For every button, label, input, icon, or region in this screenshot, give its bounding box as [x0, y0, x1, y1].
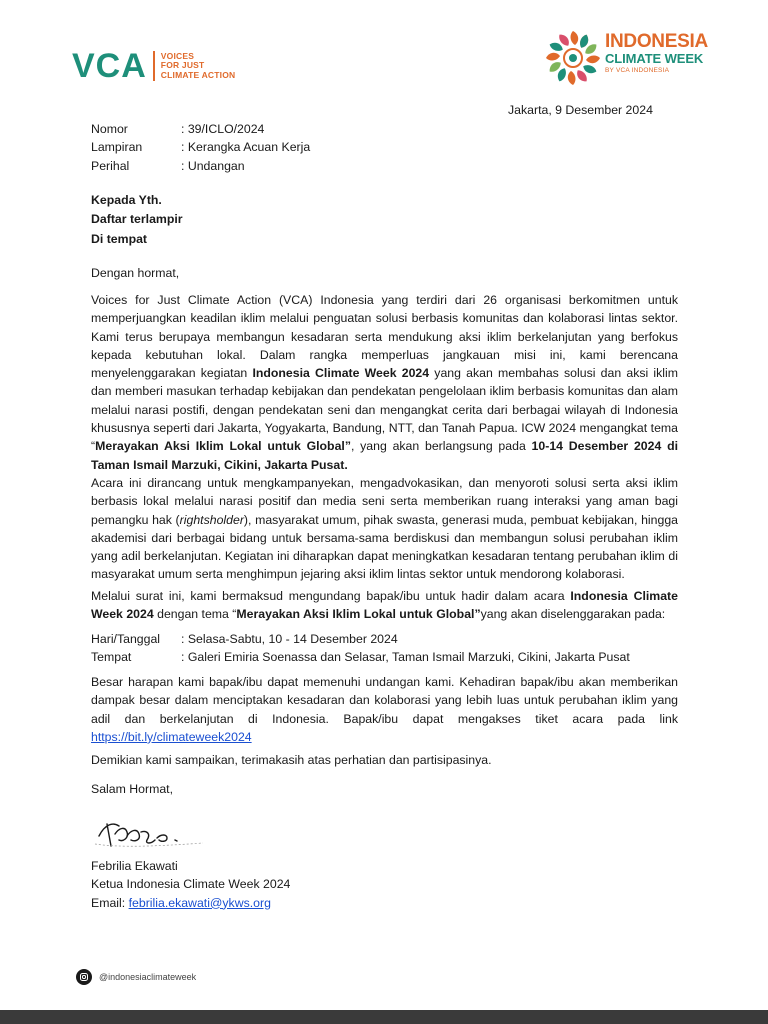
- p3-text: yang akan diselenggarakan pada:: [480, 607, 666, 622]
- icw-logo-text: [605, 32, 708, 76]
- paragraph-invitation: [91, 587, 678, 624]
- paragraph-closing: Demikian kami sampaikan, terimakasih atas perhatian dan partisipasinya.: [91, 753, 492, 767]
- signer-email-label: Email:: [91, 895, 129, 910]
- addressee: [91, 191, 183, 249]
- greeting: Dengan hormat,: [91, 266, 180, 280]
- event-row: [91, 630, 630, 648]
- signer-email-link[interactable]: febrilia.ekawati@ykws.org: [128, 895, 271, 910]
- meta-value: : Undangan: [181, 158, 245, 173]
- vca-logo: [72, 48, 235, 84]
- icw-logo-line1: INDONESIA: [605, 31, 708, 52]
- icw-logo-line2: CLIMATE WEEK: [605, 51, 704, 66]
- vca-tagline-line: VOICES: [160, 50, 195, 61]
- signer-email-row: [91, 894, 290, 912]
- event-value: : Selasa-Sabtu, 10 - 14 Desember 2024: [181, 632, 398, 646]
- letter-meta: [91, 120, 310, 175]
- paragraph-purpose: [91, 474, 678, 584]
- event-row: [91, 648, 630, 666]
- vca-tagline-line: FOR JUST: [160, 60, 205, 71]
- instagram-icon-lens: [82, 975, 85, 978]
- meta-value: : 39/ICLO/2024: [181, 122, 265, 136]
- event-value: : Galeri Emiria Soenassa dan Selasar, Taman Ismail Marzuki, Cikini, Jakarta Pusat: [181, 650, 630, 665]
- ticket-link[interactable]: https://bit.ly/climateweek2024: [91, 729, 252, 744]
- meta-key: Perihal: [91, 158, 130, 173]
- p1-date-venue: 10-14 Desember 2024 di Taman Ismail Marzuki, Cikini, Jakarta Pusat.: [91, 439, 679, 472]
- p1-text: , yang akan berlangsung pada: [350, 439, 532, 454]
- event-key: Hari/Tanggal: [91, 632, 161, 646]
- event-details: [91, 630, 630, 667]
- signer-name: Febrilia Ekawati: [91, 859, 178, 873]
- closing-salutation: Salam Hormat,: [91, 782, 174, 796]
- meta-row: [91, 157, 310, 175]
- p2-text: Acara ini dirancang untuk mengkampanyekan, mengadvokasikan, dan menyoroti solusi serta aksi iklim berbasis lokal melalui narasi positif dan media seni serta memberikan ruang interaksi yang aman bagi pemangku hak (: [91, 476, 678, 527]
- footer-bar: [0, 1010, 768, 1024]
- vca-tagline-line: CLIMATE ACTION: [160, 69, 236, 80]
- p3-theme: Merayakan Aksi Iklim Lokal untuk Global”: [236, 607, 481, 622]
- meta-row: [91, 120, 310, 138]
- signature-image: [91, 812, 209, 854]
- vca-logo-tagline: [161, 52, 236, 81]
- p1-event-name: Indonesia Climate Week 2024: [252, 366, 430, 381]
- p1-text: yang akan membahas solusi dan aksi iklim dan memberi masukan terhadap kebijakan dan pendekatan pengelolaan iklim berbasis komunitas dan alam melalui narasi postifi, dengan pendekatan seni dan mengangkat cerita dari berbagai wilayah di Indonesia khususnya seperti dari Jakarta, Yogyakarta, Bandung, NTT, dan Tanah Papua. ICW 2024 mengangkat tema “: [91, 366, 678, 454]
- p4-text: Besar harapan kami bapak/ibu dapat memenuhi undangan kami. Kehadiran bapak/ibu akan memberikan dampak besar dalam menciptakan kesadaran dan kolaborasi yang lebih luas untuk perubahan iklim yang adil dan berkelanjutan di Indonesia. Bapak/ibu dapat mengakses tiket acara pada link: [91, 675, 678, 726]
- signer-block: [91, 857, 290, 912]
- vca-logo-divider: [153, 51, 155, 81]
- vca-logo-word: VCA: [72, 47, 147, 85]
- paragraph-hope: [91, 673, 678, 746]
- instagram-handle: @indonesiaclimateweek: [99, 972, 197, 982]
- icw-logo: [543, 24, 708, 88]
- signer-title: Ketua Indonesia Climate Week 2024: [91, 877, 291, 892]
- footer-instagram: [76, 969, 196, 985]
- p3-text: dengan tema “: [153, 607, 237, 622]
- meta-key: Lampiran: [91, 140, 143, 155]
- meta-value: : Kerangka Acuan Kerja: [181, 140, 311, 155]
- event-key: Tempat: [91, 650, 132, 665]
- instagram-icon: [76, 969, 92, 985]
- p3-event-name: Indonesia Climate Week 2024: [91, 589, 678, 622]
- p1-text: Voices for Just Climate Action (VCA) Indonesia yang terdiri dari 26 organisasi berkomitmen untuk memperjuangkan keadilan iklim melalui penguatan solusi berbasis komunitas dan kolaborasi lintas sektor. Kami terus berupaya membangun kesadaran serta mendukung aksi iklim berkelanjutan yang berfokus kepada kebutuhan lokal. Dalam rangka memperluas jangkauan misi ini, kami berencana menyelenggarakan kegiatan: [91, 293, 678, 381]
- addressee-line: Di tempat: [91, 231, 148, 246]
- p3-text: Melalui surat ini, kami bermaksud mengundang bapak/ibu untuk hadir dalam acara: [91, 589, 571, 603]
- icw-logo-line3: BY VCA INDONESIA: [605, 67, 670, 74]
- p2-italic-term: rightsholder: [179, 512, 244, 527]
- meta-row: [91, 138, 310, 156]
- meta-key: Nomor: [91, 122, 128, 136]
- addressee-line: Kepada Yth.: [91, 193, 162, 207]
- p1-theme: Merayakan Aksi Iklim Lokal untuk Global”: [95, 439, 351, 454]
- paragraph-intro: [91, 291, 678, 474]
- p2-text: ), masyarakat umum, pihak swasta, generasi muda, pembuat kebijakan, hingga akademisi dari berbagai bidang untuk bersama-sama berdiskusi dan membangun solusi perubahan iklim yang adil berkelanjutan. Kegiatan ini diharapkan dapat meningkatkan kesadaran tentang perubahan iklim di masyarakat umum serta menghimpun jejaring aksi iklim lintas sektor untuk mendorong kolaborasi.: [91, 512, 679, 582]
- icw-emblem-icon: [543, 28, 603, 88]
- addressee-line: Daftar terlampir: [91, 212, 183, 227]
- letter-date: Jakarta, 9 Desember 2024: [508, 103, 653, 117]
